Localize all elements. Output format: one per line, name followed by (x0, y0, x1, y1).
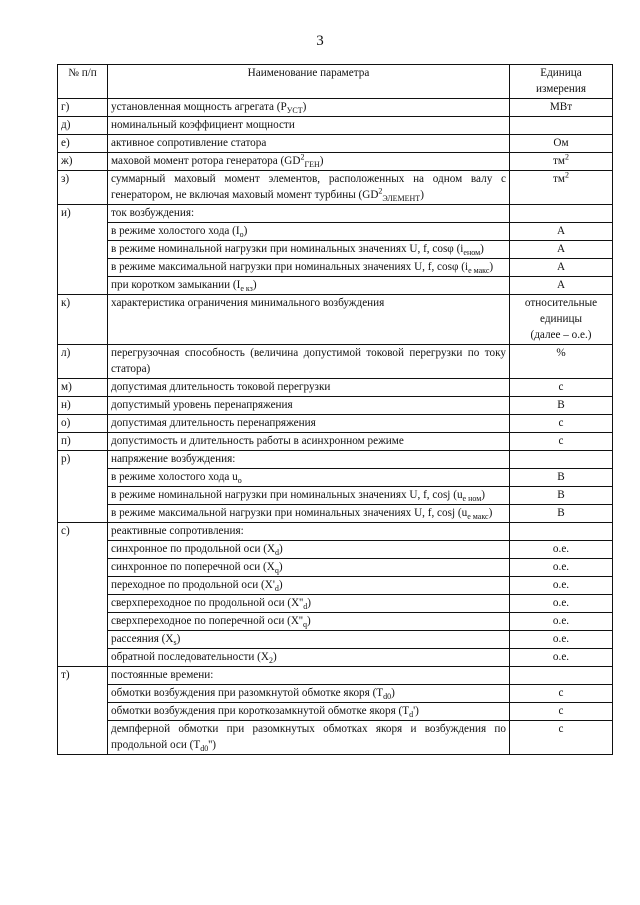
table-row (58, 667, 613, 685)
row-unit: о.е. (510, 631, 613, 649)
row-name: допустимая длительность токовой перегрузки (108, 379, 510, 397)
row-section-title: реактивные сопротивления: (108, 523, 510, 541)
row-name: перегрузочная способность (величина допустимой токовой перегрузки по току статора) (108, 345, 510, 379)
row-unit (510, 117, 613, 135)
row-unit: с (510, 415, 613, 433)
row-unit: А (510, 259, 613, 277)
row-unit (510, 451, 613, 469)
row-unit: с (510, 379, 613, 397)
row-unit: А (510, 241, 613, 259)
row-unit: В (510, 397, 613, 415)
row-unit: $тм^2$ (510, 153, 613, 171)
table-row (58, 171, 613, 205)
row-unit: $тм^2$ (510, 171, 613, 205)
header-unit: Единица измерения (510, 65, 613, 99)
row-name: в режиме номинальной нагрузки при номинальных значениях U, f, cosj $(u_{е ном})$ (108, 487, 510, 505)
row-num: и) (58, 205, 108, 295)
table-row (58, 379, 613, 397)
row-section-title: ток возбуждения: (108, 205, 510, 223)
row-name: допустимость и длительность работы в асинхронном режиме (108, 433, 510, 451)
table-row (58, 541, 613, 559)
row-num: ж) (58, 153, 108, 171)
table-row (58, 649, 613, 667)
row-num: м) (58, 379, 108, 397)
row-num: л) (58, 345, 108, 379)
row-unit: Ом (510, 135, 613, 153)
row-unit: о.е. (510, 577, 613, 595)
row-num: о) (58, 415, 108, 433)
row-num: г) (58, 99, 108, 117)
table-row (58, 223, 613, 241)
table-row (58, 99, 613, 117)
row-name: обмотки возбуждения при разомкнутой обмотке якоря $(T_{d0})$ (108, 685, 510, 703)
table-row (58, 451, 613, 469)
row-name: при коротком замыкании $(I_{е кз})$ (108, 277, 510, 295)
row-name: в режиме холостого хода $u_o$ (108, 469, 510, 487)
row-name: обмотки возбуждения при короткозамкнутой обмотке якоря $(T_d')$ (108, 703, 510, 721)
table-row (58, 415, 613, 433)
header-num: № п/п (58, 65, 108, 99)
row-unit: о.е. (510, 595, 613, 613)
table-row (58, 685, 613, 703)
row-num: р) (58, 451, 108, 523)
row-name: обратной последовательности $(X_2)$ (108, 649, 510, 667)
table-row (58, 631, 613, 649)
table-row (58, 613, 613, 631)
row-num: д) (58, 117, 108, 135)
row-name: сверхпереходное по поперечной оси $(X''_q)$ (108, 613, 510, 631)
row-name: в режиме максимальной нагрузки при номинальных значениях U, f, cosφ $(i_{е макс})$ (108, 259, 510, 277)
row-unit (510, 523, 613, 541)
row-name: синхронное по поперечной оси $(X_q)$ (108, 559, 510, 577)
table-row (58, 277, 613, 295)
row-name: активное сопротивление статора (108, 135, 510, 153)
table-row (58, 117, 613, 135)
row-unit: о.е. (510, 613, 613, 631)
row-num: с) (58, 523, 108, 667)
row-name: рассеяния $(X_s)$ (108, 631, 510, 649)
row-unit: В (510, 487, 613, 505)
page-number: 3 (316, 33, 324, 49)
table-row (58, 259, 613, 277)
row-name: установленная мощность агрегата $(P_{УСТ})$ (108, 99, 510, 117)
row-num: к) (58, 295, 108, 345)
table-row (58, 487, 613, 505)
row-name: суммарный маховый момент элементов, расположенных на одном валу с генератором, не включая маховый момент турбины $(GD^2_{ЭЛЕМЕНТ})$ (108, 171, 510, 205)
table-row (58, 397, 613, 415)
table-row (58, 205, 613, 223)
table-row (58, 559, 613, 577)
row-num: т) (58, 667, 108, 755)
row-unit (510, 667, 613, 685)
row-name: допустимая длительность перенапряжения (108, 415, 510, 433)
table-row (58, 469, 613, 487)
row-unit: В (510, 469, 613, 487)
table-row (58, 433, 613, 451)
parameters-table (57, 64, 613, 755)
row-name: в режиме номинальной нагрузки при номинальных значениях U, f, cosφ $(i_{еном})$ (108, 241, 510, 259)
table-row (58, 523, 613, 541)
row-unit: с (510, 685, 613, 703)
row-unit (510, 205, 613, 223)
row-unit: с (510, 721, 613, 755)
row-unit: с (510, 703, 613, 721)
row-name: в режиме максимальной нагрузки при номинальных значениях U, f, cosj $(u_{е макс})$ (108, 505, 510, 523)
table-row (58, 595, 613, 613)
table-row (58, 295, 613, 345)
row-num: н) (58, 397, 108, 415)
row-unit: А (510, 277, 613, 295)
row-num: е) (58, 135, 108, 153)
row-unit: с (510, 433, 613, 451)
row-unit: о.е. (510, 559, 613, 577)
table-row (58, 703, 613, 721)
row-unit: о.е. (510, 649, 613, 667)
row-unit: А (510, 223, 613, 241)
row-unit: В (510, 505, 613, 523)
row-name: синхронное по продольной оси $(X_d)$ (108, 541, 510, 559)
table-row (58, 153, 613, 171)
table-row (58, 577, 613, 595)
table-header-row (58, 65, 613, 99)
row-name: в режиме холостого хода $(I_o)$ (108, 223, 510, 241)
table-row (58, 721, 613, 755)
table-row (58, 241, 613, 259)
row-name: сверхпереходное по продольной оси $(X''_d)$ (108, 595, 510, 613)
table-row (58, 135, 613, 153)
row-section-title: постоянные времени: (108, 667, 510, 685)
row-name: маховой момент ротора генератора $(GD^2_{ГЕН})$ (108, 153, 510, 171)
row-unit: о.е. (510, 541, 613, 559)
row-section-title: напряжение возбуждения: (108, 451, 510, 469)
row-unit: относительные единицы (далее – о.е.) (510, 295, 613, 345)
header-name: Наименование параметра (108, 65, 510, 99)
row-name: демпферной обмотки при разомкнутых обмотках якоря и возбуждения по продольной оси $(T_{d0}'')$ (108, 721, 510, 755)
row-unit: МВт (510, 99, 613, 117)
row-name: характеристика ограничения минимального возбуждения (108, 295, 510, 345)
table-row (58, 345, 613, 379)
row-name: номинальный коэффициент мощности (108, 117, 510, 135)
row-num: з) (58, 171, 108, 205)
row-name: допустимый уровень перенапряжения (108, 397, 510, 415)
row-num: п) (58, 433, 108, 451)
table-row (58, 505, 613, 523)
row-name: переходное по продольной оси $(X'_d)$ (108, 577, 510, 595)
row-unit: % (510, 345, 613, 379)
